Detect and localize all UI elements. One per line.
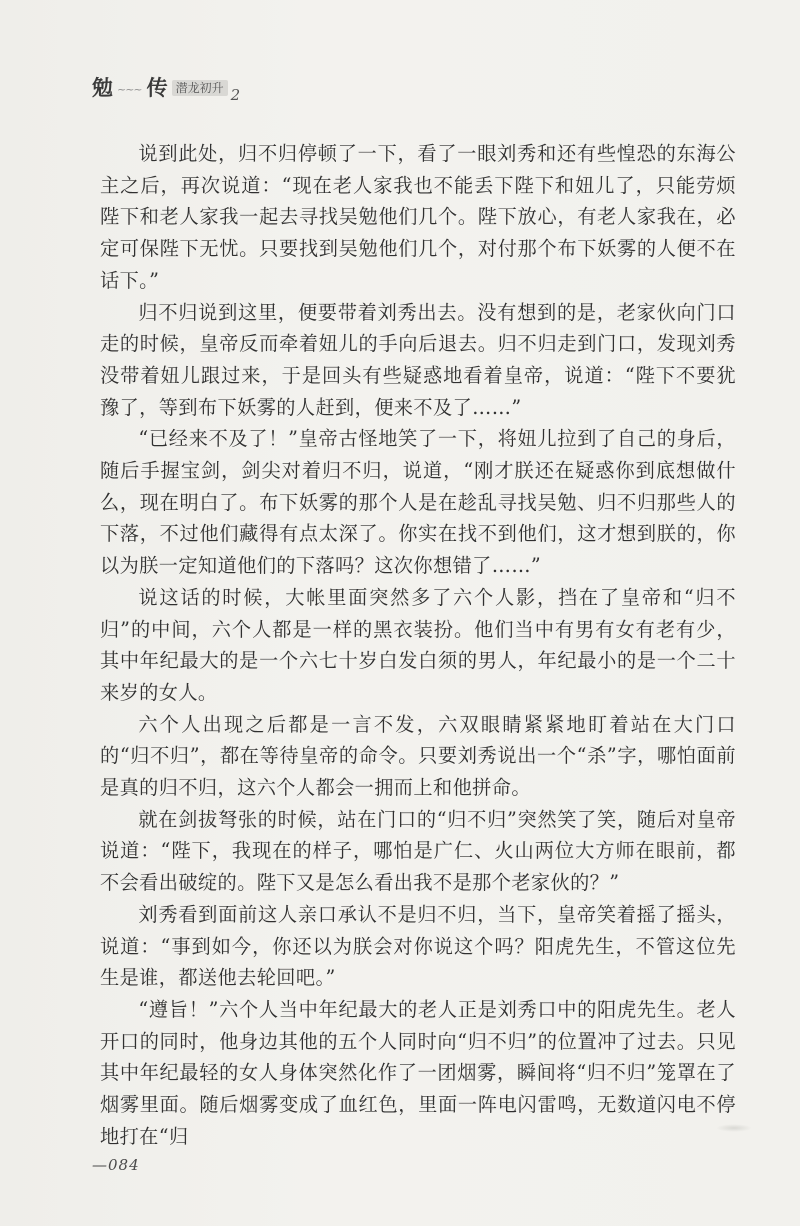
header-decoration: ~~~: [117, 83, 142, 96]
paragraph: 说到此处，归不归停顿了一下，看了一眼刘秀和还有些惶恐的东海公主之后，再次说道：“现在老人家我也不能丢下陛下和妞儿了，只能劳烦陛下和老人家我一起去寻找吴勉他们几个。陛下放心，有老人家我在，必定可保陛下无忧。只要找到吴勉他们几个，对付那个布下妖雾的人便不在话下。”: [100, 142, 736, 292]
paragraph: 就在剑拔弩张的时候，站在门口的“归不归”突然笑了笑，随后对皇帝说道：“陛下，我现在的样子，哪怕是广仁、火山两位大方师在眼前，都不会看出破绽的。陛下又是怎么看出我不是那个老家伙的？”: [100, 807, 736, 895]
header-title-char-1: 勉: [92, 75, 113, 100]
paragraph: “已经来不及了！”皇帝古怪地笑了一下，将妞儿拉到了自己的身后，随后手握宝剑，剑尖对着归不归，说道，“刚才朕还在疑惑你到底想做什么，现在明白了。布下妖雾的那个人是在趁乱寻找吴勉、归不归那些人的下落，不过他们藏得有点太深了。你实在找不到他们，这才想到朕的，你以为朕一定知道他们的下落吗？这次你想错了……”: [100, 427, 736, 578]
header-subtitle: 潜龙初升: [172, 80, 228, 96]
paragraph: 六个人出现之后都是一言不发，六双眼睛紧紧地盯着站在大门口的“归不归”，都在等待皇帝的命令。只要刘秀说出一个“杀”字，哪怕面前是真的归不归，这六个人都会一拥而上和他拼命。: [100, 712, 736, 800]
running-header: [92, 58, 241, 104]
page-number: —084: [92, 1156, 140, 1174]
paragraph: “遵旨！”六个人当中年纪最大的老人正是刘秀口中的阳虎先生。老人开口的同时，他身边其他的五个人同时向“归不归”的位置冲了过去。只见其中年纪最轻的女人身体突然化作了一团烟雾，瞬间将“归不归”笼罩在了烟雾里面。随后烟雾变成了血红色，里面一阵电闪雷鸣，无数道闪电不停地打在“归: [100, 997, 736, 1148]
body-text: [100, 138, 736, 1153]
header-volume-number: 2: [230, 86, 241, 104]
scan-smudge: [716, 1124, 752, 1132]
paragraph: 刘秀看到面前这人亲口承认不是归不归，当下，皇帝笑着摇了摇头，说道：“事到如今，你还以为朕会对你说这个吗？阳虎先生，不管这位先生是谁，都送他去轮回吧。”: [100, 902, 736, 990]
paragraph: 归不归说到这里，便要带着刘秀出去。没有想到的是，老家伙向门口走的时候，皇帝反而牵着妞儿的手向后退去。归不归走到门口，发现刘秀没带着妞儿跟过来，于是回头有些疑惑地看着皇帝，说道：“陛下不要犹豫了，等到布下妖雾的人赶到，便来不及了……”: [100, 300, 736, 419]
header-title-char-2: 传: [146, 75, 168, 100]
paragraph: 说这话的时候，大帐里面突然多了六个人影，挡在了皇帝和“归不归”的中间，六个人都是一样的黑衣装扮。他们当中有男有女有老有少，其中年纪最大的是一个六七十岁白发白须的男人，年纪最小的是一个二十来岁的女人。: [100, 585, 736, 704]
